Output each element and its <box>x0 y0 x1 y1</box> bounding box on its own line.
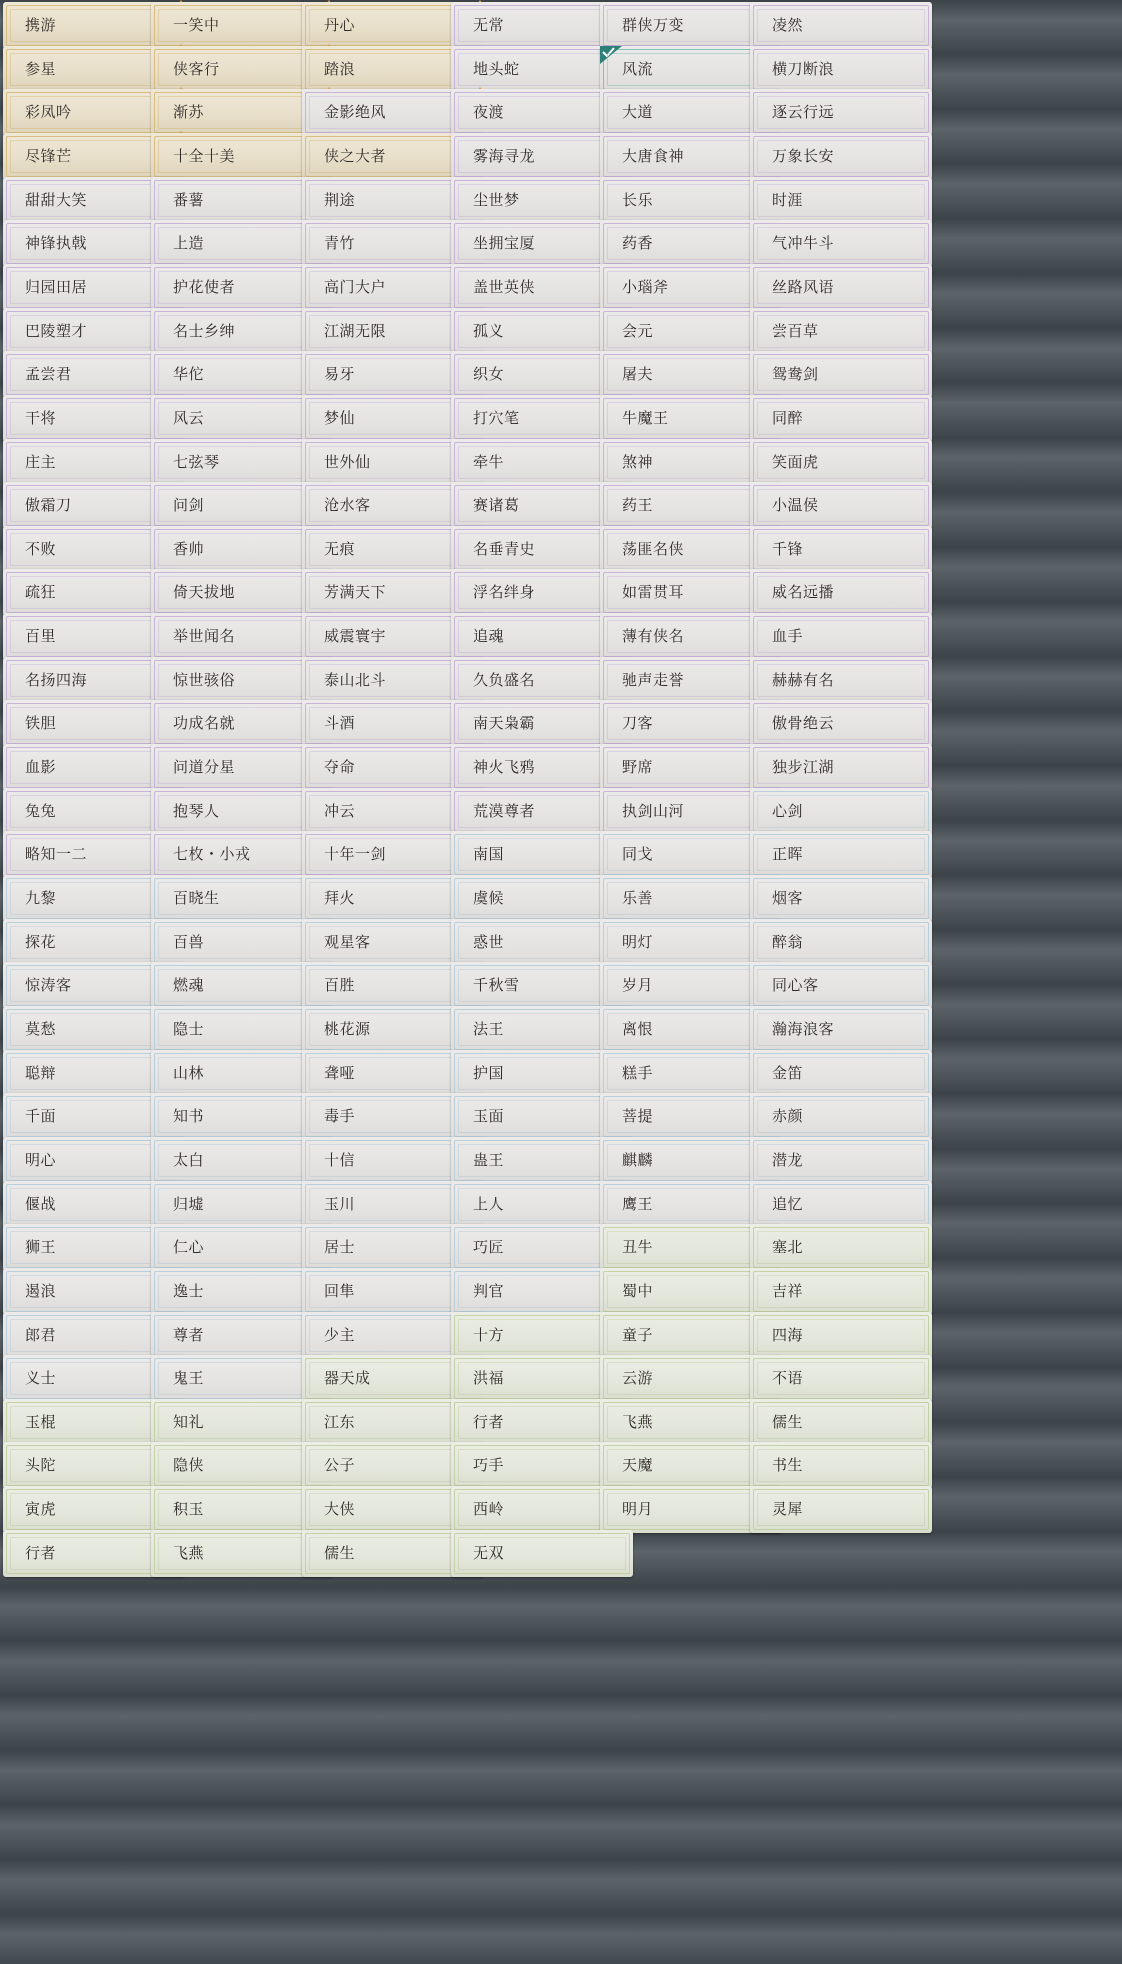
title-label: 逐云行远 <box>772 103 835 122</box>
title-label: 莫愁 <box>25 1019 57 1038</box>
title-label: 大侠 <box>324 1500 356 1519</box>
title-cell[interactable] <box>750 2 932 49</box>
title-label: 浮名绊身 <box>473 583 536 602</box>
title-label: 千锋 <box>772 539 804 558</box>
title-label: 神火飞鸦 <box>473 758 536 777</box>
title-label: 惑世 <box>473 932 505 951</box>
title-cell[interactable] <box>750 613 932 660</box>
title-cell[interactable] <box>750 1224 932 1271</box>
title-label: 聋哑 <box>324 1063 356 1082</box>
title-label: 西岭 <box>473 1500 505 1519</box>
title-label: 行者 <box>25 1543 57 1562</box>
title-cell[interactable] <box>750 831 932 878</box>
title-label: 心剑 <box>772 801 804 820</box>
title-label: 玉面 <box>473 1107 505 1126</box>
title-cell[interactable] <box>750 1312 932 1359</box>
title-label: 携游 <box>25 16 57 34</box>
title-label: 丑牛 <box>622 1238 654 1257</box>
title-label: 金影绝风 <box>324 103 387 122</box>
title-label: 太白 <box>173 1150 205 1169</box>
title-label: 百晓生 <box>173 889 220 907</box>
title-label: 万象长安 <box>772 146 835 165</box>
title-label: 野席 <box>622 758 654 777</box>
title-cell[interactable] <box>750 1355 932 1402</box>
title-label: 狮王 <box>25 1238 57 1257</box>
title-label: 回隼 <box>324 1281 356 1300</box>
title-label: 血影 <box>25 758 57 777</box>
title-label: 烟客 <box>772 889 804 907</box>
title-label: 乐善 <box>622 889 654 907</box>
title-label: 干将 <box>25 408 57 427</box>
title-label: 泰山北斗 <box>324 670 387 689</box>
title-label: 坐拥宝厦 <box>473 234 536 253</box>
title-label: 笑面虎 <box>772 452 819 471</box>
title-label: 芳满天下 <box>324 583 387 602</box>
title-label: 同戈 <box>622 845 654 864</box>
title-cell[interactable] <box>750 1442 932 1489</box>
title-label: 参星 <box>25 59 57 78</box>
title-label: 偃战 <box>25 1194 57 1213</box>
title-label: 名垂青史 <box>473 539 536 558</box>
title-label: 世外仙 <box>324 452 371 471</box>
title-cell[interactable] <box>750 788 932 835</box>
title-label: 天魔 <box>622 1456 654 1475</box>
title-label: 巴陵塑才 <box>25 321 88 340</box>
title-label: 尽锋芒 <box>25 146 72 165</box>
title-label: 四海 <box>772 1325 804 1344</box>
title-cell[interactable] <box>750 1399 932 1446</box>
title-label: 会元 <box>622 321 654 340</box>
title-label: 大唐食神 <box>622 146 685 165</box>
title-label: 同醉 <box>772 408 804 427</box>
title-label: 飞燕 <box>173 1543 205 1562</box>
title-cell[interactable] <box>750 177 932 224</box>
title-label: 赤颜 <box>772 1107 804 1126</box>
title-cell[interactable] <box>750 657 932 704</box>
title-label: 麒麟 <box>622 1150 654 1169</box>
title-label: 无痕 <box>324 539 356 558</box>
title-label: 江东 <box>324 1412 356 1431</box>
title-label: 如雷贯耳 <box>622 583 685 602</box>
title-label: 百兽 <box>173 932 205 951</box>
title-label: 郎君 <box>25 1325 57 1344</box>
title-label: 观星客 <box>324 932 371 951</box>
title-label: 隐侠 <box>173 1456 205 1475</box>
title-label: 灵犀 <box>772 1500 804 1519</box>
title-cell[interactable] <box>750 875 932 922</box>
title-label: 威名远播 <box>772 583 835 602</box>
title-label: 荆途 <box>324 190 356 209</box>
title-label: 侠客行 <box>173 59 220 78</box>
title-label: 金笛 <box>772 1063 804 1082</box>
title-label: 风云 <box>173 408 205 427</box>
title-label: 荡匪名侠 <box>622 539 685 558</box>
title-label: 虞候 <box>473 889 505 907</box>
title-label: 无常 <box>473 16 505 34</box>
title-label: 群侠万变 <box>622 16 685 34</box>
title-label: 江湖无限 <box>324 321 387 340</box>
title-label: 头陀 <box>25 1456 57 1475</box>
title-cell[interactable] <box>750 264 932 311</box>
title-label: 横刀断浪 <box>772 59 835 78</box>
title-label: 瀚海浪客 <box>772 1019 835 1038</box>
title-label: 护国 <box>473 1063 505 1082</box>
title-label: 糕手 <box>622 1063 654 1082</box>
title-cell[interactable] <box>750 1050 932 1097</box>
title-label: 公子 <box>324 1456 356 1475</box>
title-cell[interactable] <box>451 1530 633 1577</box>
title-label: 塞北 <box>772 1238 804 1257</box>
title-label: 举世闻名 <box>173 627 236 646</box>
title-label: 十全十美 <box>173 146 236 165</box>
title-cell[interactable] <box>750 482 932 529</box>
title-label: 拜火 <box>324 889 356 907</box>
title-cell[interactable] <box>750 526 932 573</box>
title-label: 凌然 <box>772 16 804 34</box>
title-label: 儒生 <box>324 1543 356 1562</box>
title-label: 归墟 <box>173 1194 205 1213</box>
title-label: 隐士 <box>173 1019 205 1038</box>
title-label: 云游 <box>622 1369 654 1388</box>
title-label: 小瑙斧 <box>622 277 669 296</box>
title-label: 尘世梦 <box>473 190 520 209</box>
title-label: 丹心 <box>324 16 356 34</box>
title-label: 孤义 <box>473 321 505 340</box>
title-label: 七枚・小戎 <box>173 845 251 864</box>
title-label: 惊世骇俗 <box>173 670 236 689</box>
title-label: 儒生 <box>772 1412 804 1431</box>
title-label: 夜渡 <box>473 103 505 122</box>
title-label: 法王 <box>473 1019 505 1038</box>
title-cell[interactable] <box>750 89 932 136</box>
title-cell[interactable] <box>750 1093 932 1140</box>
title-label: 名士乡绅 <box>173 321 236 340</box>
title-label: 百里 <box>25 627 57 646</box>
title-label: 正晖 <box>772 845 804 864</box>
title-cell[interactable] <box>750 1181 932 1228</box>
title-label: 兔兔 <box>25 801 57 820</box>
title-cell[interactable] <box>750 1486 932 1533</box>
title-label: 蜀中 <box>622 1281 654 1300</box>
title-label: 南天枭霸 <box>473 714 536 733</box>
title-label: 吉祥 <box>772 1281 804 1300</box>
title-label: 探花 <box>25 932 57 951</box>
title-label: 执剑山河 <box>622 801 685 820</box>
title-label: 护花使者 <box>173 277 236 296</box>
title-label: 潜龙 <box>772 1150 804 1169</box>
title-label: 聪辩 <box>25 1063 57 1082</box>
title-label: 南国 <box>473 845 505 864</box>
title-label: 蛊王 <box>473 1150 505 1169</box>
title-label: 斗酒 <box>324 714 356 733</box>
title-label: 踏浪 <box>324 59 356 78</box>
title-cell[interactable] <box>750 919 932 966</box>
title-label: 神锋执戟 <box>25 234 88 253</box>
title-cell[interactable] <box>750 744 932 791</box>
title-label: 少主 <box>324 1325 356 1344</box>
title-label: 器天成 <box>324 1369 371 1388</box>
title-label: 打穴笔 <box>473 408 520 427</box>
title-label: 千秋雪 <box>473 976 520 995</box>
title-label: 离恨 <box>622 1019 654 1038</box>
title-label: 久负盛名 <box>473 670 536 689</box>
title-label: 同心客 <box>772 976 819 995</box>
title-label: 傲霜刀 <box>25 496 72 515</box>
title-label: 归园田居 <box>25 277 88 296</box>
title-label: 长乐 <box>622 190 654 209</box>
title-label: 十信 <box>324 1150 356 1169</box>
title-cell[interactable] <box>750 351 932 398</box>
title-label: 疏狂 <box>25 583 57 602</box>
title-label: 丝路风语 <box>772 277 835 296</box>
title-label: 梦仙 <box>324 408 356 427</box>
title-label: 一笑中 <box>173 16 220 34</box>
title-label: 易牙 <box>324 365 356 384</box>
title-label: 威震寰宇 <box>324 627 387 646</box>
title-cell[interactable] <box>750 700 932 747</box>
title-label: 小温侯 <box>772 496 819 515</box>
title-label: 夺命 <box>324 758 356 777</box>
title-label: 知书 <box>173 1107 205 1126</box>
title-label: 气冲牛斗 <box>772 234 835 253</box>
title-label: 书生 <box>772 1456 804 1475</box>
title-cell[interactable] <box>750 1006 932 1053</box>
title-label: 渐苏 <box>173 103 205 122</box>
title-label: 名扬四海 <box>25 670 88 689</box>
title-label: 追魂 <box>473 627 505 646</box>
title-label: 山林 <box>173 1063 205 1082</box>
title-label: 药香 <box>622 234 654 253</box>
title-label: 药王 <box>622 496 654 515</box>
title-label: 风流 <box>622 59 654 78</box>
title-label: 冲云 <box>324 801 356 820</box>
title-label: 燃魂 <box>173 976 205 995</box>
title-label: 问剑 <box>173 496 205 515</box>
title-label: 醉翁 <box>772 932 804 951</box>
title-label: 不语 <box>772 1369 804 1388</box>
title-label: 沧水客 <box>324 496 371 515</box>
title-cell[interactable] <box>750 133 932 180</box>
title-label: 青竹 <box>324 234 356 253</box>
title-label: 巧手 <box>473 1456 505 1475</box>
title-label: 血手 <box>772 627 804 646</box>
title-cell[interactable] <box>750 569 932 616</box>
title-label: 仁心 <box>173 1238 205 1257</box>
title-cell[interactable] <box>750 46 932 93</box>
title-label: 赛诸葛 <box>473 496 520 515</box>
title-label: 煞神 <box>622 452 654 471</box>
title-label: 尊者 <box>173 1325 205 1344</box>
title-cell[interactable] <box>750 395 932 442</box>
title-cell[interactable] <box>750 439 932 486</box>
title-label: 七弦琴 <box>173 452 220 471</box>
title-cell[interactable] <box>750 1268 932 1315</box>
title-label: 百胜 <box>324 976 356 995</box>
title-label: 彩凤吟 <box>25 103 72 122</box>
title-label: 积玉 <box>173 1500 205 1519</box>
title-cell[interactable] <box>750 308 932 355</box>
title-label: 牵牛 <box>473 452 505 471</box>
title-label: 薄有侠名 <box>622 627 685 646</box>
title-label: 鸳鸯剑 <box>772 365 819 384</box>
title-label: 玉棍 <box>25 1412 57 1431</box>
title-label: 尝百草 <box>772 321 819 340</box>
title-cell[interactable] <box>750 1137 932 1184</box>
title-label: 知礼 <box>173 1412 205 1431</box>
title-label: 傲骨绝云 <box>772 714 835 733</box>
title-label: 行者 <box>473 1412 505 1431</box>
title-label: 九黎 <box>25 889 57 907</box>
title-label: 明灯 <box>622 932 654 951</box>
title-label: 上造 <box>173 234 205 253</box>
title-label: 侠之大者 <box>324 146 387 165</box>
title-label: 刀客 <box>622 714 654 733</box>
title-label: 童子 <box>622 1325 654 1344</box>
title-label: 铁胆 <box>25 714 57 733</box>
title-label: 织女 <box>473 365 505 384</box>
title-label: 巧匠 <box>473 1238 505 1257</box>
title-label: 略知一二 <box>25 845 88 864</box>
title-label: 判官 <box>473 1281 505 1300</box>
title-cell[interactable] <box>750 962 932 1009</box>
title-label: 驰声走誉 <box>622 670 685 689</box>
title-label: 大道 <box>622 103 654 122</box>
title-label: 功成名就 <box>173 714 236 733</box>
title-label: 遏浪 <box>25 1281 57 1300</box>
title-label: 香帅 <box>173 539 205 558</box>
title-label: 毒手 <box>324 1107 356 1126</box>
title-label: 寅虎 <box>25 1500 57 1519</box>
title-label: 鹰王 <box>622 1194 654 1213</box>
title-label: 菩提 <box>622 1107 654 1126</box>
title-label: 不败 <box>25 539 57 558</box>
title-label: 飞燕 <box>622 1412 654 1431</box>
title-label: 千面 <box>25 1107 57 1126</box>
title-label: 孟尝君 <box>25 365 72 384</box>
title-label: 倚天拔地 <box>173 583 236 602</box>
title-label: 桃花源 <box>324 1019 371 1038</box>
title-label: 盖世英侠 <box>473 277 536 296</box>
title-label: 赫赫有名 <box>772 670 835 689</box>
title-label: 义士 <box>25 1369 57 1388</box>
title-label: 十方 <box>473 1325 505 1344</box>
title-label: 屠夫 <box>622 365 654 384</box>
title-label: 洪福 <box>473 1369 505 1388</box>
title-label: 上人 <box>473 1194 505 1213</box>
title-label: 牛魔王 <box>622 408 669 427</box>
title-label: 明月 <box>622 1500 654 1519</box>
title-label: 玉川 <box>324 1194 356 1213</box>
title-label: 十年一剑 <box>324 845 387 864</box>
title-label: 问道分星 <box>173 758 236 777</box>
title-label: 明心 <box>25 1150 57 1169</box>
title-label: 居士 <box>324 1238 356 1257</box>
title-label: 华佗 <box>173 365 205 384</box>
title-cell[interactable] <box>750 220 932 267</box>
title-label: 时涯 <box>772 190 804 209</box>
title-label: 庄主 <box>25 452 57 471</box>
title-label: 抱琴人 <box>173 801 220 820</box>
title-label: 独步江湖 <box>772 758 835 777</box>
title-label: 地头蛇 <box>473 59 520 78</box>
title-label: 岁月 <box>622 976 654 995</box>
title-label: 鬼王 <box>173 1369 205 1388</box>
title-label: 逸士 <box>173 1281 205 1300</box>
title-label: 甜甜大笑 <box>25 190 88 209</box>
title-label: 追忆 <box>772 1194 804 1213</box>
title-label: 高门大户 <box>324 277 387 296</box>
title-label: 雾海寻龙 <box>473 146 536 165</box>
title-label: 惊涛客 <box>25 976 72 995</box>
title-label: 荒漠尊者 <box>473 801 536 820</box>
title-label: 番薯 <box>173 190 205 209</box>
title-label: 无双 <box>473 1543 505 1562</box>
